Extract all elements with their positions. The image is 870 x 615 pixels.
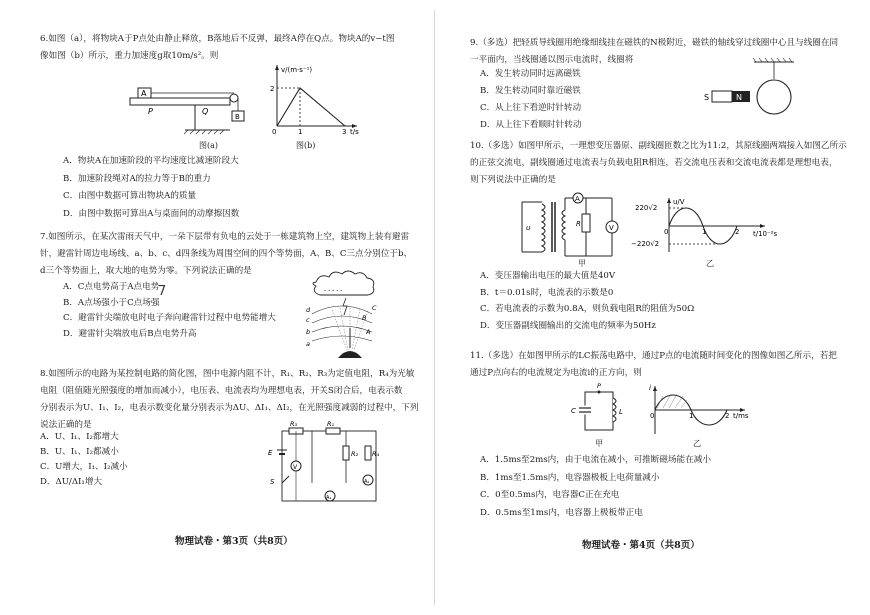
point-q-label: Q	[202, 107, 209, 116]
question-9-line: 9.（多选）把轻质导线圈用绝缘细线挂在磁铁的N极附近，磁铁的轴线穿过线圈中心且与线圈在同	[470, 38, 839, 48]
question-9-line: 一平面内，当线圈通以图示电流时，线圈将	[470, 55, 634, 65]
question-8-line: 电阻（阻值随光照强度的增加而减小），电压表、电流表均为理想电表，开关S闭合后，电表示数	[40, 386, 403, 396]
sine-x1-label: 1	[702, 228, 707, 236]
question-10-line: 则下列说法中正确的是	[470, 175, 556, 185]
question-11-line: 通过P点向右的电流规定为电流i的正方向，则	[470, 368, 642, 378]
equipotential-b-label: b	[306, 328, 311, 336]
question-8-circuit-figure	[262, 420, 382, 508]
sine-ymin-label: −220√2	[631, 240, 660, 248]
question-11-current-graph	[645, 384, 755, 436]
question-8-option-c[interactable]: C．U增大，I₁、I₂减小	[40, 462, 128, 472]
input-u-label: u	[526, 224, 531, 232]
figure-b-caption: 图(b)	[296, 141, 316, 150]
svg-text:- - - - -: - - - - -	[324, 287, 343, 294]
question-6-vt-graph	[262, 60, 362, 140]
question-7-option-d[interactable]: D．避雷针尖端放电后B点电势升高	[63, 328, 197, 339]
question-9-magnet-coil-figure	[700, 60, 810, 130]
question-10	[470, 138, 847, 189]
question-8-line: 说法正确的是	[40, 420, 92, 430]
capacitor-c-label: C	[571, 407, 576, 415]
question-11-option-d[interactable]: D．0.5ms至1ms内，电容器上极板带正电	[480, 507, 643, 518]
point-p-label: P	[148, 107, 153, 116]
question-6-line: 6.如图（a），将物块A于P点处由静止释放，B落地后不反弹，最终A停在Q点。物块A的v−t图	[40, 34, 395, 44]
q10-figure-b-caption: 乙	[706, 259, 714, 268]
question-10-line: 10.（多选）如图甲所示，一理想变压器原、副线圈匝数之比为11:2，其原线圈两端接入如图乙所示	[470, 141, 847, 151]
question-8-option-a[interactable]: A．U、I₁、I₂都增大	[40, 432, 119, 442]
question-8-line: 8.如图所示的电路为某控制电路的简化图，图中电源内阻不计，R₁、R₂、R₃为定值电阻，R₄为光敏	[40, 369, 415, 379]
question-6-option-a[interactable]: A．物块A在加速阶段的平均速度比减速阶段大	[63, 156, 239, 166]
ammeter-a2-label: A₂	[364, 479, 370, 485]
equipotential-c-label: c	[306, 316, 310, 324]
resistor-r-label: R	[576, 220, 581, 228]
voltmeter-label: V	[609, 224, 614, 232]
vt-y2-label: 2	[270, 85, 275, 93]
point-b-label: B	[362, 314, 367, 322]
question-7-option-c[interactable]: C．避雷针尖端放电时电子奔向避雷针过程中电势能增大	[63, 313, 276, 323]
r4-label: R₄	[372, 450, 380, 458]
question-8-option-d[interactable]: D．ΔU/ΔI₁增大	[40, 477, 103, 487]
r1-label: R₁	[327, 420, 335, 428]
ammeter-label: A	[575, 195, 580, 203]
figure-a-caption: 图(a)	[199, 141, 219, 150]
question-8-line: 分别表示为U、I₁、I₂，电表示数变化量分别表示为ΔU、ΔI₁、ΔI₂，在光照强度减弱的过程中，下列	[40, 403, 419, 413]
question-10-options	[480, 268, 694, 334]
question-10-option-a[interactable]: A．变压器输出电压的最大值是40V	[480, 271, 616, 281]
question-10-sine-graph	[631, 196, 778, 256]
question-6-line: 像如图（b）所示，重力加速度g取10m/s²。则	[40, 51, 219, 61]
question-6-option-c[interactable]: C．由图中数据可算出物块A的质量	[63, 191, 197, 201]
question-6-option-b[interactable]: B．加速阶段绳对A的拉力等于B的重力	[63, 173, 211, 184]
question-10-option-b[interactable]: B．t＝0.01s时，电流表的示数是0	[480, 287, 614, 298]
vt-xlabel: t/s	[350, 128, 359, 136]
sine-x0-label: 0	[664, 228, 669, 236]
point-c-label: C	[372, 304, 377, 312]
question-11-option-a[interactable]: A．1.5ms至2ms内，由于电流在减小，可推断磁场能在减小	[480, 455, 711, 465]
question-6-figure-a	[130, 80, 250, 150]
question-11	[470, 348, 837, 382]
question-10-option-c[interactable]: C．若电流表的示数为0.8A，则负载电阻R的阻值为50Ω	[480, 304, 695, 314]
switch-s-label: S	[270, 478, 275, 486]
magnet-n-label: N	[736, 93, 742, 102]
question-7-line: d三个等势面上，取大地的电势为零。下列说法正确的是	[40, 266, 252, 276]
question-6-options	[63, 153, 239, 223]
vt-x0-label: 0	[272, 128, 277, 136]
question-7-option-b[interactable]: B．A点场强小于C点场强	[63, 297, 160, 308]
q11-figure-b-caption: 乙	[693, 439, 701, 448]
page-4-footer: 物理试卷・第4页（共8页）	[582, 540, 700, 551]
question-7-option-a[interactable]: A．C点电势高于A点电势	[63, 282, 160, 292]
current-ylabel: i	[649, 384, 651, 392]
sine-ylabel: u/V	[673, 198, 685, 206]
sine-xunit-label: t/10⁻²s	[753, 230, 778, 238]
exam-page-4	[435, 0, 870, 615]
question-11-option-c[interactable]: C．0至0.5ms内，电容器C正在充电	[480, 490, 620, 500]
question-8-option-b[interactable]: B．U、I₁、I₂都减小	[40, 447, 119, 457]
question-6-option-d[interactable]: D．由图中数据可算出A与桌面间的动摩擦因数	[63, 208, 240, 219]
current-x1-label: 1	[689, 412, 694, 420]
question-11-option-b[interactable]: B．1ms至1.5ms内，电容器极板上电荷量减小	[480, 472, 660, 483]
block-a-label: A	[141, 89, 147, 98]
question-11-options	[480, 452, 711, 522]
equipotential-d-label: d	[306, 306, 311, 314]
q11-figure-a-caption: 甲	[595, 439, 603, 448]
sine-x2-label: 2	[735, 228, 740, 236]
question-9-option-a[interactable]: A．发生转动同时远离磁铁	[480, 69, 581, 79]
vt-x1-label: 1	[298, 128, 303, 136]
page-3-footer: 物理试卷・第3页（共8页）	[175, 536, 293, 547]
question-7-line: 针，避雷针周边电场线、a、b、c、d四条线为周围空间的四个等势面，A、B、C三点分别位于b、	[40, 249, 413, 259]
equipotential-a-label: a	[306, 340, 310, 348]
question-7-line: 7.如图所示，在某次雷雨天气中，一朵下层带有负电的云处于一栋建筑物上空，建筑物上装有避雷	[40, 232, 410, 242]
question-7-options	[63, 280, 276, 342]
point-a-label: A	[366, 328, 371, 336]
voltmeter-label: V	[293, 464, 298, 471]
ammeter-a1-label: A₁	[326, 495, 332, 501]
question-9-option-d[interactable]: D．从上往下看顺时针转动	[480, 120, 582, 130]
question-8-options	[40, 430, 128, 490]
question-11-line: 11.（多选）在如图甲所示的LC振荡电路中，通过P点的电流随时间变化的图像如图乙所示，若把	[470, 351, 837, 361]
current-x0-label: 0	[650, 412, 655, 420]
question-9-option-c[interactable]: C．从上往下看逆时针转动	[480, 103, 582, 113]
question-9-option-b[interactable]: B．发生转动同时靠近磁铁	[480, 86, 581, 96]
sine-ymax-label: 220√2	[635, 204, 658, 212]
question-11-lc-circuit-figure	[571, 382, 625, 438]
handwritten-mark: 7	[158, 284, 167, 299]
current-x2-label: 2	[725, 412, 730, 420]
question-9-options	[480, 66, 581, 134]
r3-label: R₃	[290, 420, 298, 428]
q10-figure-a-caption: 甲	[578, 259, 586, 268]
point-p-label: P	[597, 382, 601, 390]
r2-label: R₂	[351, 450, 359, 458]
vt-x3-label: 3	[342, 128, 347, 136]
question-8	[40, 366, 418, 434]
question-10-option-d[interactable]: D．变压器副线圈输出的交流电的频率为50Hz	[480, 320, 656, 331]
current-xunit-label: t/ms	[733, 412, 749, 420]
question-10-line: 的正弦交流电，副线圈通过电流表与负载电阻R相连，若交流电压表和交流电流表都是理想电表，	[470, 158, 838, 168]
vt-ylabel: v/(m·s⁻¹)	[281, 66, 313, 74]
block-b-label: B	[235, 113, 240, 121]
battery-e-label: E	[268, 449, 273, 457]
question-7-lightning-figure	[302, 268, 402, 360]
magnet-s-label: S	[704, 93, 710, 102]
inductor-l-label: L	[619, 408, 623, 416]
